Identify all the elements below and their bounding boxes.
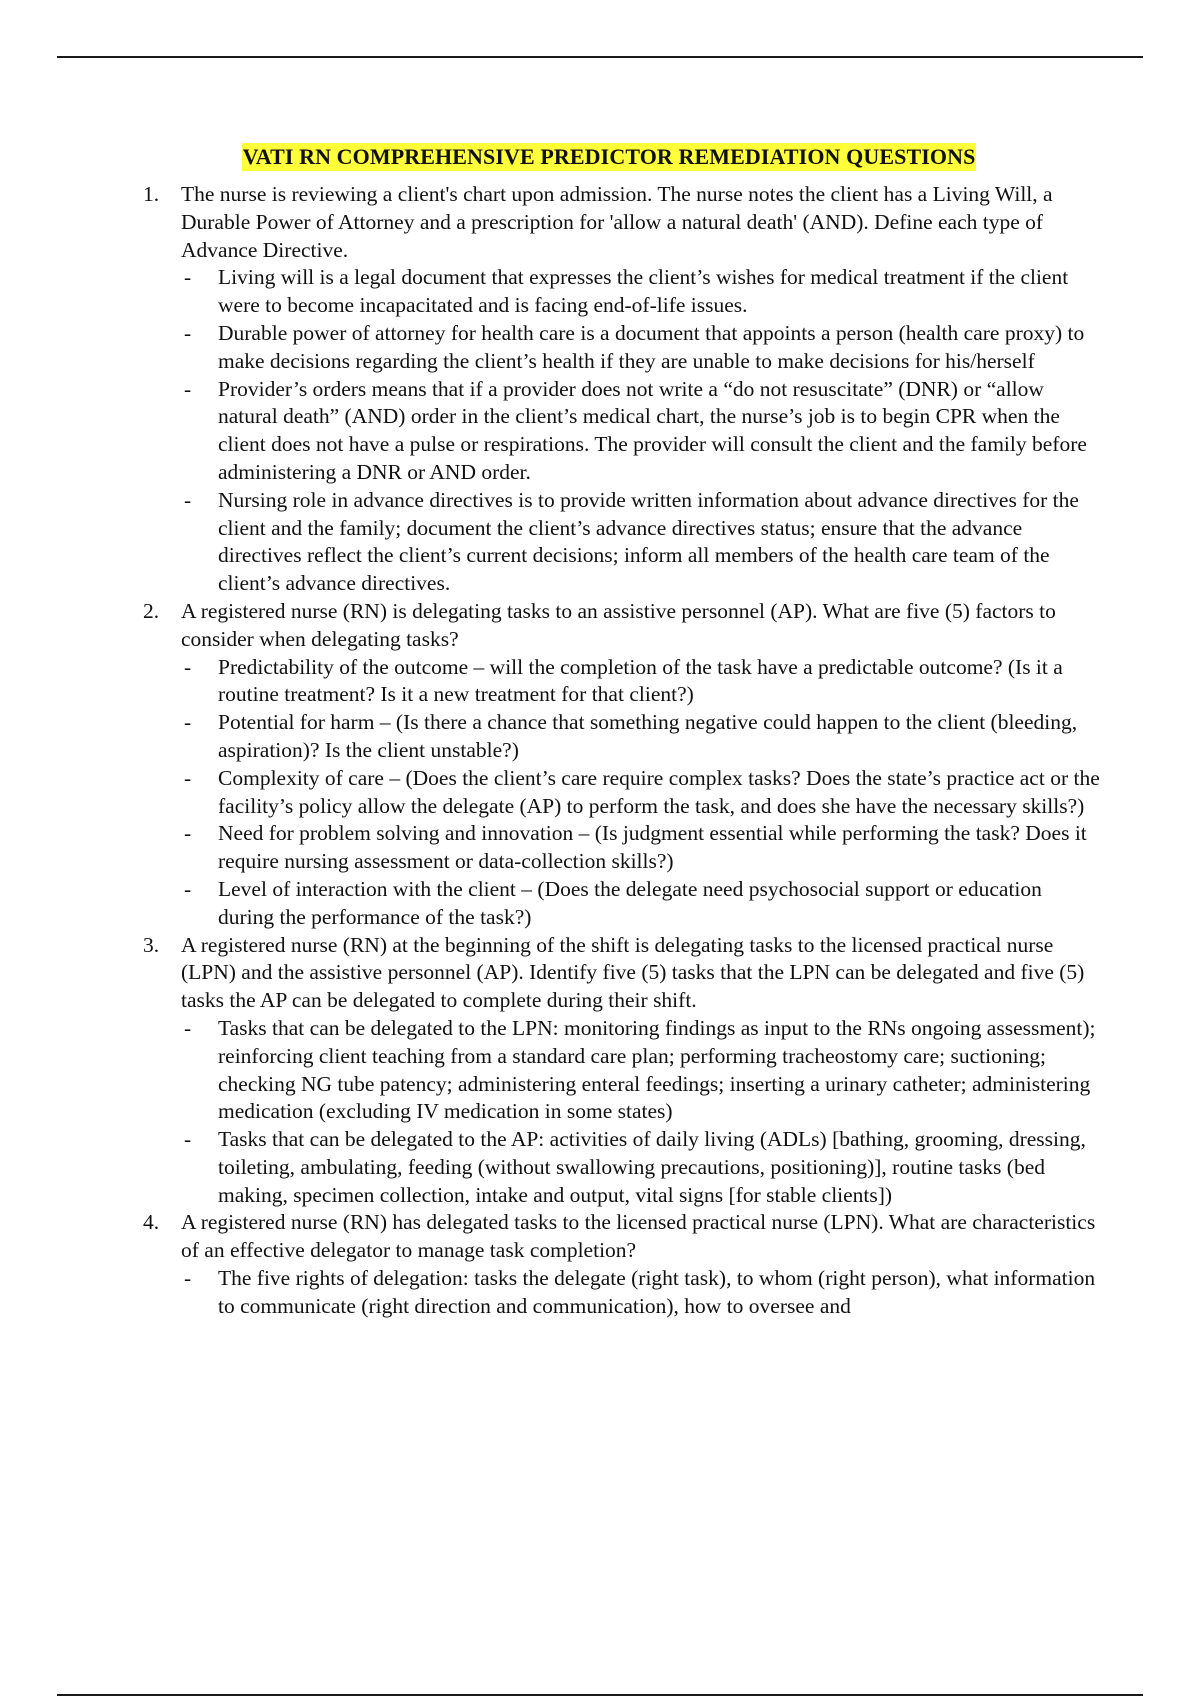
question-text: The nurse is reviewing a client's chart upon admission. The nurse notes the client has a Living Will, a Durable Power of Attorney and a prescription for 'allow a natural death' (AND). Define each type of Advance Directive. xyxy=(181,182,1053,262)
bullet-dash: - xyxy=(184,654,192,679)
answer-item xyxy=(181,1015,1100,1126)
answer-list xyxy=(181,1015,1100,1210)
question-text: A registered nurse (RN) is delegating tasks to an assistive personnel (AP). What are five (5) factors to consider when delegating tasks? xyxy=(181,598,1056,651)
document-body xyxy=(0,143,1200,1321)
answer-item xyxy=(181,765,1100,821)
answer-text: Nursing role in advance directives is to provide written information about advance directives for the client and the family; document the client’s advance directives status; ensure that the advance directives reflect the client’s current decisions; inform all members of the health care team of the client’s advance directives. xyxy=(218,487,1079,596)
question-text: A registered nurse (RN) has delegated tasks to the licensed practical nurse (LPN). What are characteristics of an effective delegator to manage task completion? xyxy=(181,1210,1096,1263)
top-rule xyxy=(57,56,1143,58)
answer-text: Complexity of care – (Does the client’s care require complex tasks? Does the state’s practice act or the facility’s policy allow the delegate (AP) to perform the task, and does she have the necessary skills?) xyxy=(218,765,1100,818)
answer-item xyxy=(181,320,1100,376)
bullet-dash: - xyxy=(184,1015,192,1040)
bottom-rule xyxy=(57,1694,1143,1696)
answer-text: Provider’s orders means that if a provider does not write a “do not resuscitate” (DNR) or “allow natural death” (AND) order in the client’s medical chart, the nurse’s job is to begin CPR when the client does not have a pulse or respirations. The provider will consult the client and the family before administering a DNR or AND order. xyxy=(218,376,1087,484)
answer-item xyxy=(181,1265,1100,1321)
title-wrap xyxy=(0,143,1200,171)
answer-item xyxy=(181,709,1100,765)
question-item xyxy=(0,1209,1200,1320)
answer-text: Durable power of attorney for health care is a document that appoints a person (health care proxy) to make decisions regarding the client’s health if they are unable to make decisions for his/herself xyxy=(218,320,1085,373)
answer-list xyxy=(181,1265,1100,1321)
question-number: 2. xyxy=(143,598,160,623)
answer-list xyxy=(181,654,1100,932)
answer-text: The five rights of delegation: tasks the delegate (right task), to whom (right person), what information to communicate (right direction and communication), how to oversee and xyxy=(218,1266,1096,1318)
bullet-dash: - xyxy=(184,765,192,790)
question-item xyxy=(0,932,1200,1210)
bullet-dash: - xyxy=(184,876,192,901)
bullet-dash: - xyxy=(184,487,192,512)
bullet-dash: - xyxy=(184,265,192,290)
answer-item xyxy=(181,820,1100,876)
answer-text: Tasks that can be delegated to the AP: activities of daily living (ADLs) [bathing, grooming, dressing, toileting, ambulating, feeding (without swallowing precautions, positioning)], routine tasks (bed making, specimen collection, intake and output, vital signs [for stable clients]) xyxy=(218,1127,1086,1207)
bullet-dash: - xyxy=(184,1127,192,1152)
question-text: A registered nurse (RN) at the beginning of the shift is delegating tasks to the licensed practical nurse (LPN) and the assistive personnel (AP). Identify five (5) tasks that the LPN can be delegated and five (5) tasks the AP can be delegated to complete during their shift. xyxy=(181,932,1085,1013)
answer-text: Living will is a legal document that expresses the client’s wishes for medical treatment if the client were to become incapacitated and is facing end-of-life issues. xyxy=(218,265,1069,318)
question-number: 4. xyxy=(143,1210,160,1235)
question-list xyxy=(0,181,1200,1321)
answer-text: Predictability of the outcome – will the completion of the task have a predictable outcome? (Is it a routine treatment? Is it a new treatment for that client?) xyxy=(218,654,1063,707)
answer-text: Level of interaction with the client – (Does the delegate need psychosocial support or education during the performance of the task?) xyxy=(218,876,1042,929)
answer-item xyxy=(181,1126,1100,1209)
bullet-dash: - xyxy=(184,376,192,401)
bullet-dash: - xyxy=(184,1266,192,1291)
bullet-dash: - xyxy=(184,821,192,846)
answer-text: Need for problem solving and innovation – (Is judgment essential while performing the task? Does it require nursing assessment or data-collection skills?) xyxy=(218,821,1087,874)
question-number: 3. xyxy=(143,932,160,957)
answer-text: Potential for harm – (Is there a chance that something negative could happen to the client (bleeding, aspiration)? Is the client unstable?) xyxy=(218,710,1078,762)
answer-item xyxy=(181,376,1100,487)
bullet-dash: - xyxy=(184,320,192,345)
document-title: VATI RN COMPREHENSIVE PREDICTOR REMEDIATION QUESTIONS xyxy=(242,144,976,169)
answer-list xyxy=(181,264,1100,598)
answer-item xyxy=(181,654,1100,710)
answer-item xyxy=(181,876,1100,932)
answer-item xyxy=(181,264,1100,320)
bullet-dash: - xyxy=(184,710,192,735)
question-number: 1. xyxy=(143,182,160,206)
answer-item xyxy=(181,487,1100,598)
question-item xyxy=(0,598,1200,932)
question-item xyxy=(0,181,1200,598)
answer-text: Tasks that can be delegated to the LPN: monitoring findings as input to the RNs ongoing assessment); reinforcing client teaching from a standard care plan; performing tracheostomy care; suctioning; checking NG tube patency; administering enteral feedings; inserting a urinary catheter; administering medication (excluding IV medication in some states) xyxy=(218,1015,1096,1124)
